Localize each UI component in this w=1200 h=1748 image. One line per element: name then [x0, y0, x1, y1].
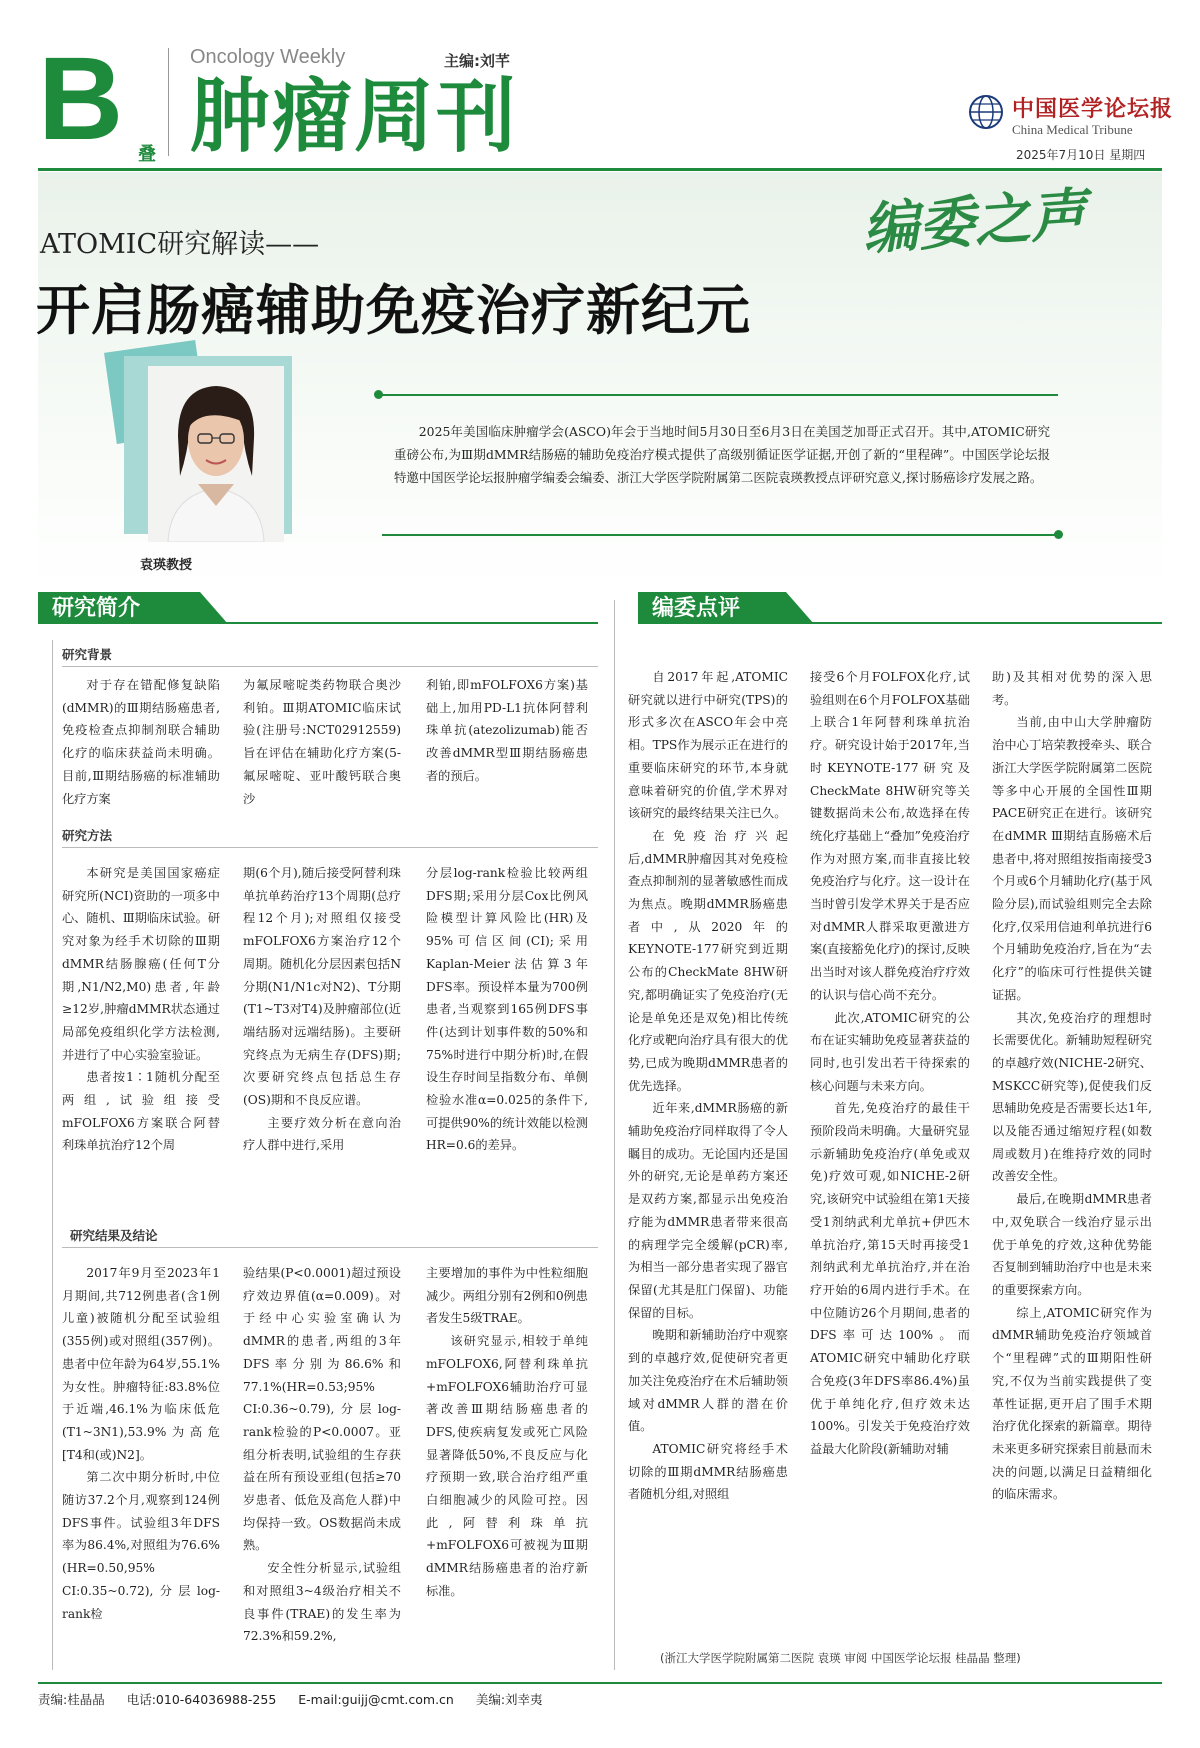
paragraph: 患者按1∶1随机分配至两组,试验组接受mFOLFOX6方案联合阿替利珠单抗治疗12个周: [62, 1070, 220, 1153]
subsection-methods: 研究方法: [62, 828, 113, 843]
subsection-results: 研究结果及结论: [70, 1228, 158, 1243]
paragraph: 利铂,即mFOLFOX6方案)基础上,加用PD-L1抗体阿替利珠单抗(atezolizumab)能否改善dMMR型Ⅲ期结肠癌患者的预后。: [426, 678, 588, 783]
paragraph: 晚期和新辅助治疗中观察到的卓越疗效,促使研究者更加关注免疫治疗在术后辅助领域对dMMR人群的潜在价值。: [628, 1328, 788, 1434]
paragraph: 接受6个月FOLFOX化疗,试验组则在6个月FOLFOX基础上联合1年阿替利珠单抗治疗。研究设计始于2017年,当时KEYNOTE-177研究及CheckMate 8HW研究等关键数据尚未公布,故选择在传统化疗基础上“叠加”免疫治疗作为对照方案,而非直接比较免疫治疗与化疗。这一设计在当时曾引发学术界关于是否应对dMMR人群采取更激进方案(直接豁免化疗)的探讨,反映出当时对该人群免疫治疗疗效的认识与信心尚不充分。: [810, 670, 970, 1002]
paragraph: 验结果(P<0.0001)超过预设疗效边界值(α=0.009)。对于经中心实验室确认为dMMR的患者,两组的3年DFS率分别为86.6%和77.1%(HR=0.53;95% CI:0.36~0.79),分层log-rank检验的P<0.0007。亚组分析表明,试验组的生存获益在所有预设亚组(包括≥70岁患者、低危及高危人群)中均保持一致。OS数据尚未成熟。: [243, 1266, 401, 1553]
masthead-divider: [168, 48, 169, 156]
section-title-study: 研究简介: [38, 592, 200, 624]
results-col-2: [243, 1262, 401, 1648]
intro-rule: [382, 534, 1058, 536]
paragraph: 最后,在晚期dMMR患者中,双免联合一线治疗显示出优于单免的疗效,这种优势能否复制到辅助治疗中也是未来的重要探索方向。: [992, 1192, 1152, 1297]
section-rule: [38, 622, 598, 624]
section-sub: 叠: [138, 144, 156, 165]
footer-editor: 责编:桂晶晶: [38, 1692, 105, 1707]
intro-paragraph: 2025年美国临床肿瘤学会(ASCO)年会于当地时间5月30日至6月3日在美国芝加哥正式召开。其中,ATOMIC研究重磅公布,为Ⅲ期dMMR结肠癌的辅助免疫治疗模式提供了高级别循证医学证据,开创了新的“里程碑”。中国医学论坛报特邀中国医学论坛报肿瘤学编委会编委、浙江大学医学院附属第二医院袁瑛教授点评研究意义,探讨肠癌诊疗发展之路。: [394, 424, 1050, 485]
paragraph: 当前,由中山大学肿瘤防治中心丁培荣教授牵头、联合浙江大学医学院附属第二医院等多中心开展的全国性Ⅲ期PACE研究正在进行。该研究在dMMR Ⅲ期结直肠癌术后患者中,将对照组按指南接受3个月或6个月辅助化疗(基于风险分层),而试验组则完全去除化疗,仅采用信迪利单抗进行6个月辅助免疫治疗,旨在为“去化疗”的临床可行性提供关键证据。: [992, 715, 1152, 1002]
paragraph: 主要疗效分析在意向治疗人群中进行,采用: [243, 1115, 401, 1153]
comment-col-1: [628, 666, 788, 1506]
paragraph: 综上,ATOMIC研究作为dMMR辅助免疫治疗领域首个“里程碑”式的Ⅲ期阳性研究,不仅为当前实践提供了变革性证据,更开启了围手术期治疗优化探索的新篇章。期待未来更多研究探索目前悬而未决的问题,以满足日益精细化的临床需求。: [992, 1305, 1152, 1502]
article-headline: 开启肠癌辅助免疫治疗新纪元: [36, 279, 751, 342]
paragraph: 此次,ATOMIC研究的公布在证实辅助免疫显著获益的同时,也引发出若干待探索的核心问题与未来方向。: [810, 1010, 970, 1093]
chinese-title: 肿瘤周刊: [190, 70, 518, 163]
subsection-rule: [62, 666, 598, 667]
results-col-3: [426, 1262, 588, 1603]
paragraph: 近年来,dMMR肠癌的新辅助免疫治疗同样取得了令人瞩目的成功。无论国内还是国外的研究,无论是单药方案还是双药方案,都显示出免疫治疗能为dMMR患者带来很高的病理学完全缓解(pCR)率,为相当一部分患者实现了器官保留(尤其是肛门保留)、功能保留的目标。: [628, 1101, 788, 1320]
footer-email[interactable]: E-mail:guijj@cmt.com.cn: [298, 1692, 454, 1707]
publisher-globe-icon: [966, 92, 1006, 132]
chief-editor: 主编:刘芊: [444, 52, 510, 70]
paragraph: 助)及其相对优势的深入思考。: [992, 670, 1152, 707]
paragraph: 首先,免疫治疗的最佳干预阶段尚未明确。大量研究显示新辅助免疫治疗(单免或双免)疗效可观,如NICHE-2研究,该研究中试验组在第1天接受1剂纳武利尤单抗+伊匹木单抗治疗,第15天时再接受1剂纳武利尤单抗治疗,并在治疗开始的6周内进行手术。在中位随访26个月期间,患者的DFS率可达100%。而ATOMIC研究中辅助化疗联合免疫(3年DFS率86.4%)虽优于单纯化疗,但疗效未达100%。引发关于免疫治疗效益最大化阶段(新辅助对辅: [810, 1101, 970, 1456]
paragraph: 为氟尿嘧啶类药物联合奥沙利铂。Ⅲ期ATOMIC临床试验(注册号:NCT02912559)旨在评估在辅助化疗方案(5-氟尿嘧啶、亚叶酸钙联合奥沙: [243, 678, 401, 806]
bottom-rule: [38, 1682, 1162, 1684]
paragraph: 对于存在错配修复缺陷(dMMR)的Ⅲ期结肠癌患者,免疫检查点抑制剂联合辅助化疗的临床获益尚未明确。目前,Ⅲ期结肠癌的标准辅助化疗方案: [62, 678, 220, 806]
paragraph: 本研究是美国国家癌症研究所(NCI)资助的一项多中心、随机、Ⅲ期临床试验。研究对象为经手术切除的Ⅲ期dMMR结肠腺癌(任何T分期,N1/N2,M0)患者,年龄≥12岁,肿瘤dMMR状态通过局部免疫组织化学方法检测,并进行了中心实验室验证。: [62, 866, 221, 1062]
section-title-comment: 编委点评: [638, 592, 786, 624]
subsection-background: 研究背景: [62, 647, 113, 662]
top-rule: [38, 168, 1162, 171]
author-photo: [148, 366, 284, 542]
results-col-1: [62, 1262, 220, 1625]
intro-rule-dot: [1054, 530, 1063, 539]
section-rule: [638, 622, 1162, 624]
background-col-2: [243, 674, 401, 810]
paragraph: 安全性分析显示,试验组和对照组3~4级治疗相关不良事件(TRAE)的发生率为72.3%和59.2%,: [243, 1561, 401, 1644]
footer-art-editor: 美编:刘幸夷: [475, 1692, 543, 1707]
column-name: 编委之声: [860, 181, 1089, 263]
paragraph: 在免疫治疗兴起后,dMMR肿瘤因其对免疫检查点抑制剂的显著敏感性而成为焦点。晚期dMMR肠癌患者中,从2020年的KEYNOTE-177研究到近期公布的CheckMate 8HW研究,都明确证实了免疫治疗(无论是单免还是双免)相比传统化疗或靶向治疗具有很大的优势,已成为晚期dMMR患者的优先选择。: [628, 828, 788, 1093]
subsection-rule: [62, 1247, 598, 1248]
subsection-rule: [62, 847, 598, 848]
section-letter: B: [38, 33, 124, 165]
background-col-3: [426, 674, 588, 788]
paragraph: 其次,免疫治疗的理想时长需要优化。新辅助短程研究的卓越疗效(NICHE-2研究、MSKCC研究等),促使我们反思辅助免疫是否需要长达1年,以及能否通过缩短疗程(如数周或数月)在维持疗效的同时改善安全性。: [992, 1010, 1152, 1184]
paragraph: 期(6个月),随后接受阿替利珠单抗单药治疗13个周期(总疗程12个月);对照组仅接受mFOLFOX6方案治疗12个周期。随机化分层因素包括N分期(N1/N1c对N2)、T分期(T1~T3对T4)及肿瘤部位(近端结肠对远端结肠)。主要研究终点为无病生存(DFS)期;次要研究终点包括总生存(OS)期和不良反应谱。: [243, 866, 401, 1108]
comment-col-2: [810, 666, 970, 1461]
column-rule: [52, 640, 53, 1670]
article-kicker: ATOMIC研究解读——: [40, 229, 320, 260]
methods-col-3: [426, 862, 588, 1157]
paragraph: ATOMIC研究将经手术切除的Ⅲ期dMMR结肠癌患者随机分组,对照组: [628, 1441, 788, 1502]
column-rule: [614, 600, 615, 1670]
paragraph: 第二次中期分析时,中位随访37.2个月,观察到124例DFS事件。试验组3年DFS率为86.4%,对照组为76.6%(HR=0.50,95% CI:0.35~0.72),分层log-rank检: [62, 1470, 220, 1621]
paragraph: 2017年9月至2023年1月期间,共712例患者(含1例儿童)被随机分配至试验组(355例)或对照组(357例)。患者中位年龄为64岁,55.1%为女性。肿瘤特征:83.8%位于近端,46.1%为临床低危(T1~3N1),53.9%为高危[T4和(或)N2]。: [62, 1266, 220, 1462]
paragraph: 该研究显示,相较于单纯mFOLFOX6,阿替利珠单抗+mFOLFOX6辅助治疗可显著改善Ⅲ期结肠癌患者的DFS,使疾病复发或死亡风险显著降低50%,不良反应与化疗预期一致,联合治疗组严重白细胞减少的风险可控。因此,阿替利珠单抗+mFOLFOX6可被视为Ⅲ期dMMR结肠癌患者的治疗新标准。: [426, 1334, 588, 1598]
photo-caption: 袁瑛教授: [140, 558, 193, 573]
english-title: Oncology Weekly: [190, 46, 346, 68]
background-col-1: [62, 674, 220, 810]
methods-col-1: [62, 862, 220, 1157]
paragraph: 主要增加的事件为中性粒细胞减少。两组分别有2例和0例患者发生5级TRAE。: [426, 1266, 588, 1326]
comment-col-3: [992, 666, 1152, 1506]
paragraph-list: [62, 674, 220, 810]
footer-phone: 电话:010-64036988-255: [126, 1692, 277, 1707]
methods-col-2: [243, 862, 401, 1157]
article-credit: (浙江大学医学院附属第二医院 袁瑛 审阅 中国医学论坛报 桂晶晶 整理): [660, 1651, 1021, 1665]
publisher-name-cn: 中国医学论坛报: [1012, 96, 1174, 122]
paragraph: 自2017年起,ATOMIC研究就以进行中研究(TPS)的形式多次在ASCO年会中亮相。TPS作为展示正在进行的重要临床研究的环节,本身就意味着研究的价值,学术界对该研究的最终结果关注已久。: [628, 670, 788, 821]
intro-rule: [378, 394, 1058, 396]
paragraph: 分层log-rank检验比较两组DFS期;采用分层Cox比例风险模型计算风险比(HR)及95%可信区间(CI);采用Kaplan-Meier法估算3年DFS率。预设样本量为700例患者,当观察到165例DFS事件(达到计划事件数的50%和75%时进行中期分析)时,在假设生存时间呈指数分布、单侧检验水准α=0.025的条件下,可提供90%的统计效能以检测HR=0.6的差异。: [426, 866, 588, 1153]
footer: [38, 1690, 561, 1708]
issue-date: 2025年7月10日 星期四: [1016, 148, 1146, 162]
publisher-name-en: China Medical Tribune: [1012, 122, 1133, 137]
